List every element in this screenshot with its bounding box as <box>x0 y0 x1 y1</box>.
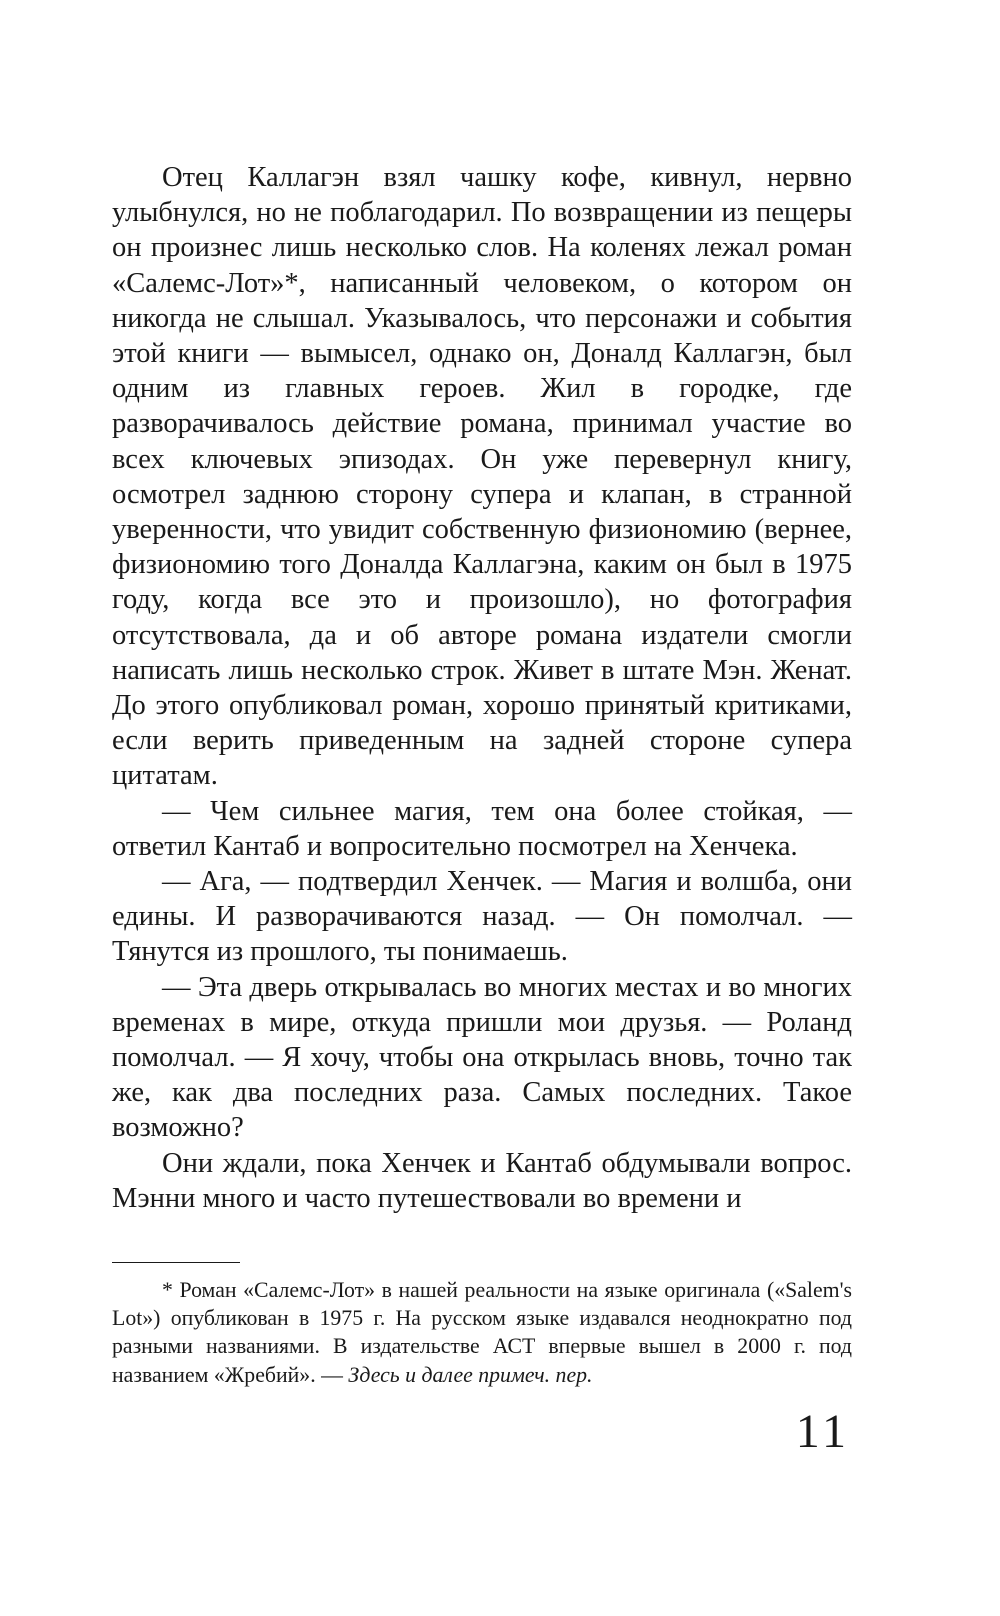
page-number: 11 <box>795 1405 850 1458</box>
footnote-paragraph <box>112 1276 852 1389</box>
footnote-translator-note: Здесь и далее примеч. пер. <box>348 1362 593 1387</box>
paragraph-3: — Ага, — подтвердил Хенчек. — Магия и волшба, они едины. И разворачиваются назад. — Он помолчал. — Тянутся из прошлого, ты понимаешь. <box>112 866 852 968</box>
footnote-divider <box>112 1262 240 1263</box>
footnote <box>112 1276 852 1389</box>
footnote-text: * Роман «Салемс-Лот» в нашей реальности на языке оригинала («Salem's Lot») опубликован в 1975 г. На русском языке издавался неоднократно под разными названиями. В издательстве АСТ впервые вышел в 2000 г. под названием «Жребий». — <box>112 1278 852 1387</box>
paragraph-4: — Эта дверь открывалась во многих местах и во многих временах в мире, откуда пришли мои друзья. — Роланд помолчал. — Я хочу, чтобы она открылась вновь, точно так же, как два последних раза. Самых последних. Такое возможно? <box>112 971 852 1144</box>
paragraph-2: — Чем сильнее магия, тем она более стойкая, — ответил Кантаб и вопросительно посмотрел на Хенчека. <box>112 795 852 862</box>
main-text <box>112 160 852 1216</box>
paragraph-1: Отец Каллагэн взял чашку кофе, кивнул, нервно улыбнулся, но не поблагодарил. По возвращении из пещеры он произнес лишь несколько слов. На коленях лежал роман «Салемс-Лот»*, написанный человеком, о котором он никогда не слышал. Указывалось, что персонажи и события этой книги — вымысел, однако он, Доналд Каллагэн, был одним из главных героев. Жил в городке, где разворачивалось действие романа, принимал участие во всех ключевых эпизодах. Он уже перевернул книгу, осмотрел заднюю сторону супера и клапан, в странной уверенности, что увидит собственную физиономию (вернее, физиономию того Доналда Каллагэна, каким он был в 1975 году, когда все это и произошло), но фотография отсутствовала, да и об авторе романа издатели смогли написать лишь несколько строк. Живет в штате Мэн. Женат. До этого опубликовал роман, хорошо принятый критиками, если верить приведенным на задней стороне супера цитатам. <box>112 162 852 792</box>
paragraph-5: Они ждали, пока Хенчек и Кантаб обдумывали вопрос. Мэнни много и часто путешествовали во времени и <box>112 1147 852 1214</box>
